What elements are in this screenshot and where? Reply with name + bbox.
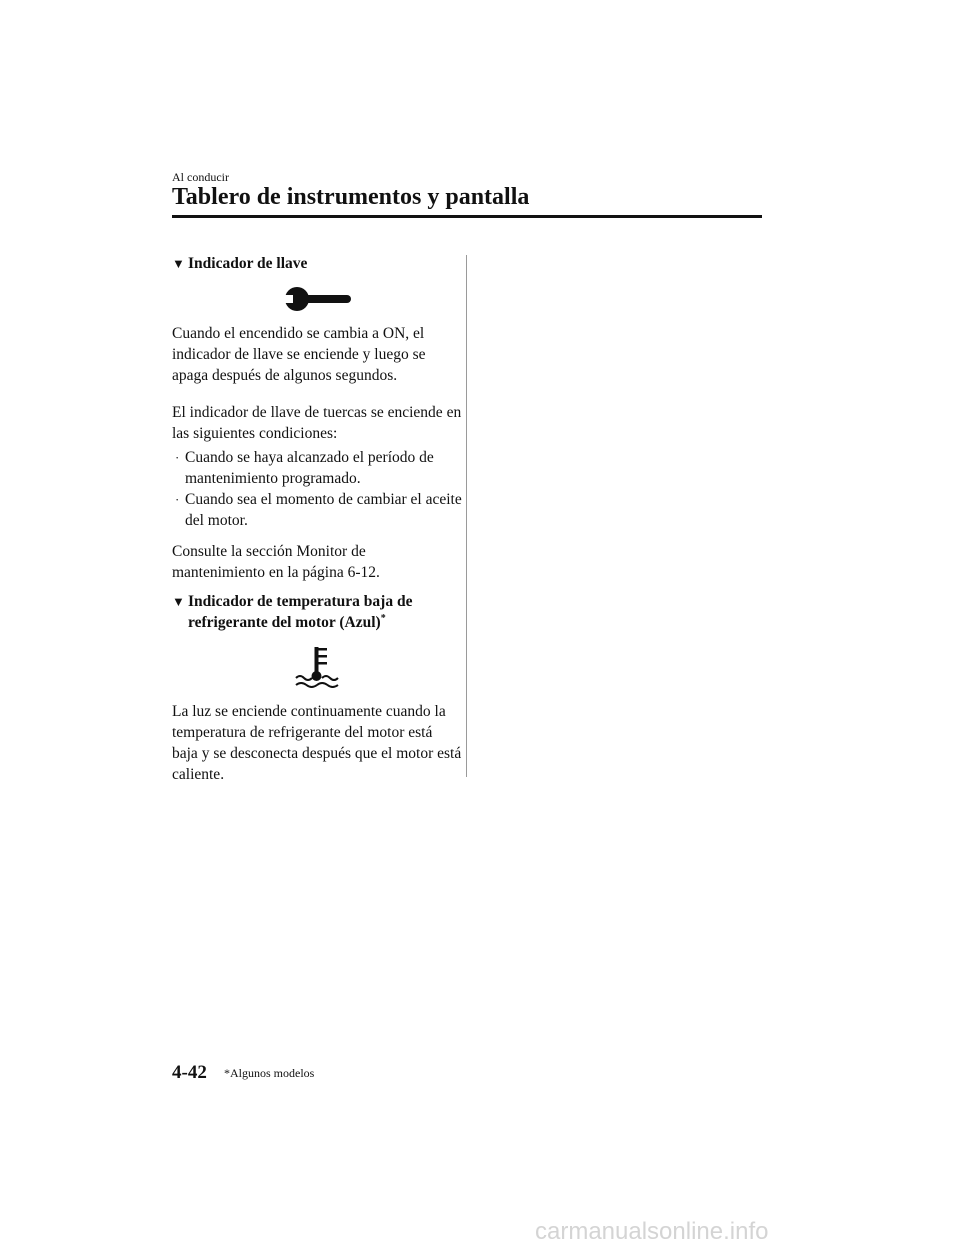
section-heading-coolant-indicator xyxy=(172,591,462,633)
bullet-icon: · xyxy=(175,492,180,507)
left-column xyxy=(172,253,462,785)
triangle-marker-icon: ▼ xyxy=(172,256,185,271)
list-item-text: Cuando se haya alcanzado el período de mantenimiento programado. xyxy=(185,449,434,487)
triangle-marker-icon: ▼ xyxy=(172,594,185,609)
chapter-label: Al conducir xyxy=(172,170,229,184)
footnote-mark: * xyxy=(380,612,386,624)
coolant-temperature-icon xyxy=(172,645,462,689)
page-title: Tablero de instrumentos y pantalla xyxy=(172,184,530,210)
paragraph: La luz se enciende continuamente cuando la temperatura de refrigerante del motor está baja y se desconecta después que el motor está caliente. xyxy=(172,703,462,783)
wrench-icon xyxy=(172,284,462,314)
column-divider xyxy=(466,255,467,777)
watermark: carmanualsonline.info xyxy=(535,1218,769,1245)
section-heading-key-indicator xyxy=(172,253,462,274)
page-number: 4-42 xyxy=(172,1062,207,1083)
list-item xyxy=(172,489,462,531)
paragraph: El indicador de llave de tuercas se enciende en las siguientes condiciones: xyxy=(172,404,462,442)
header-rule xyxy=(172,215,762,218)
list-item xyxy=(172,447,462,489)
section-heading-text: Indicador de temperatura baja de refrigerante del motor (Azul) xyxy=(188,593,413,631)
section-heading-text: Indicador de llave xyxy=(188,255,308,272)
condition-list xyxy=(172,447,462,531)
list-item-text: Cuando sea el momento de cambiar el aceite del motor. xyxy=(185,491,462,529)
paragraph: Cuando el encendido se cambia a ON, el indicador de llave se enciende y luego se apaga después de algunos segundos. xyxy=(172,325,426,384)
footnote: *Algunos modelos xyxy=(224,1066,315,1080)
bullet-icon: · xyxy=(175,450,180,465)
paragraph: Consulte la sección Monitor de mantenimiento en la página 6-12. xyxy=(172,543,380,581)
